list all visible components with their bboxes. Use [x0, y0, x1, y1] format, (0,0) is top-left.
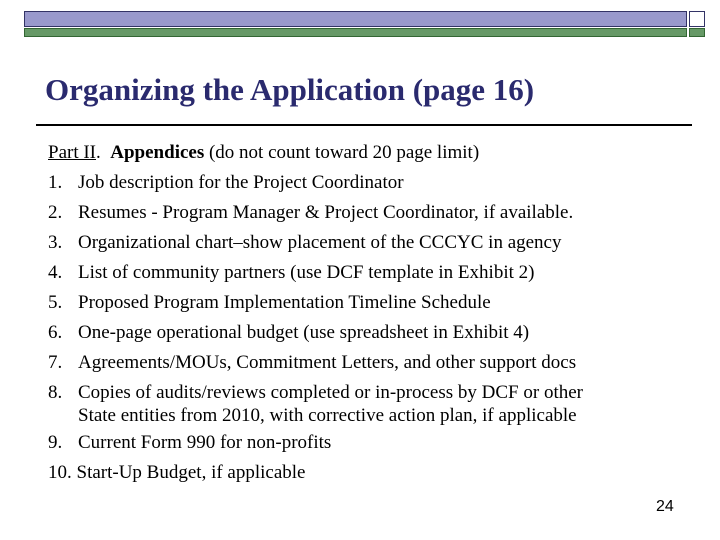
header-bar-top [24, 11, 687, 27]
list-item-text: Current Form 990 for non-profits [78, 432, 332, 453]
list-item [48, 348, 698, 378]
list-item-number: 1. [48, 172, 63, 193]
list-item-text: Job description for the Project Coordinator [78, 172, 404, 193]
list-item-number: 4. [48, 262, 63, 283]
list-item [48, 228, 698, 258]
list-item-number: 9. [48, 432, 63, 453]
list-item-text: Copies of audits/reviews completed or in-process by DCF or other [78, 382, 583, 403]
list-item [48, 428, 698, 458]
list-item-text: List of community partners (use DCF template in Exhibit 2) [78, 262, 535, 283]
heading-rest: (do not count toward 20 page limit) [208, 142, 480, 163]
list-item-number: 7. [48, 352, 63, 373]
list-item-text: Start-Up Budget, if applicable [76, 462, 306, 483]
list-item-text: Organizational chart–show placement of the CCCYC in agency [78, 232, 562, 253]
slide-title: Organizing the Application (page 16) [45, 72, 535, 107]
heading-dot: . [96, 142, 101, 163]
heading-line [48, 138, 698, 168]
list-item-number: 10. [48, 462, 72, 483]
list-item-text: One-page operational budget (use spreadsheet in Exhibit 4) [78, 322, 530, 343]
list-item-number: 5. [48, 292, 63, 313]
title-divider [36, 124, 692, 126]
page-number: 24 [656, 498, 674, 515]
header-square-bottom [689, 28, 705, 37]
list-item-text: Proposed Program Implementation Timeline Schedule [78, 292, 491, 313]
list-item-continuation: State entities from 2010, with corrective action plan, if applicable [78, 405, 577, 426]
header-bar-bottom [24, 28, 687, 37]
list-item-text: Resumes - Program Manager & Project Coordinator, if available. [78, 202, 574, 223]
list-item [48, 198, 698, 228]
heading-bold: Appendices [110, 142, 205, 163]
header-square-top [689, 11, 705, 27]
list-item [48, 288, 698, 318]
slide-body [48, 138, 698, 488]
list-item-text: Agreements/MOUs, Commitment Letters, and other support docs [78, 352, 577, 373]
list-item-number: 3. [48, 232, 63, 253]
list-item-number: 2. [48, 202, 63, 223]
list-item [48, 458, 698, 488]
list-item-number: 8. [48, 382, 63, 403]
list-item [48, 318, 698, 348]
list-item-number: 6. [48, 322, 63, 343]
heading-part: Part II [48, 142, 97, 163]
list-item [48, 168, 698, 198]
list-item [48, 258, 698, 288]
